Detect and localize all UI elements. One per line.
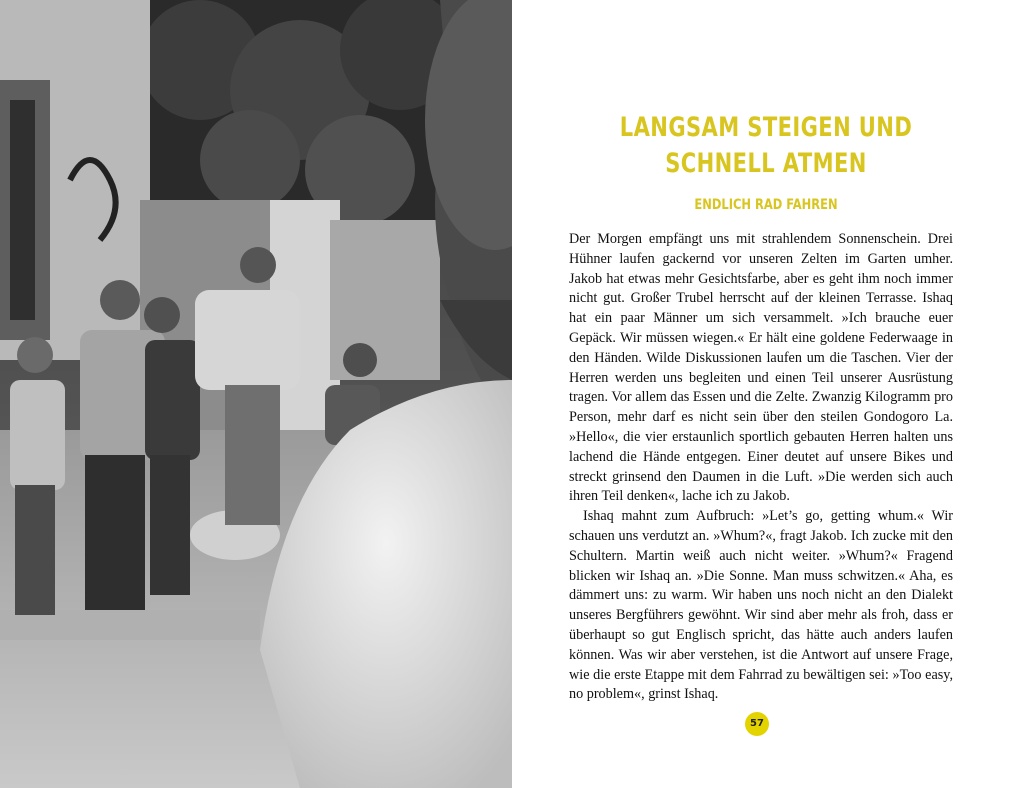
page-number-badge: 57 — [745, 712, 769, 736]
chapter-title — [568, 110, 964, 182]
paragraph: Ishaq mahnt zum Aufbruch: »Let’s go, getting whum.« Wir schauen uns verdutzt an. »Whum?«, fragt Jakob. Ich zucke mit den Schultern. Martin weiß auch nicht weiter. »Whum?« Fragend blicken wir Ishaq an. »Die Sonne. Man muss schwitzen.« Aha, es dämmert uns: zu warm. Wir haben uns noch nicht an den Dialekt unseres Bergführers gewöhnt. Wir sind aber mehr als froh, dass er überhaupt so gut Englisch spricht, das hätte auch anders laufen können. Was wir aber verstehen, ist die Antwort auf unsere Frage, wie die erste Etappe mit dem Fahrrad zu bewältigen sei: »Too easy, no problem«, grinst Ishaq. — [569, 508, 953, 703]
chapter-title-line1: LANGSAM STEIGEN UND — [619, 112, 913, 143]
text-page — [512, 0, 1020, 788]
chapter-title-line2: SCHNELL ATMEN — [665, 148, 867, 179]
chapter-subtitle: ENDLICH RAD FAHREN — [694, 197, 838, 213]
body-text — [569, 230, 953, 705]
paragraph: Der Morgen empfängt uns mit strahlendem Sonnenschein. Drei Hühner laufen gackernd vor unseren Zelten im Garten umher. Jakob hat etwas mehr Gesichtsfarbe, aber es geht ihm noch immer nicht gut. Großer Trubel herrscht auf der kleinen Terrasse. Ishaq hat ein paar Männer um sich versammelt. »Ich brauche euer Gepäck. Wir müssen wiegen.« Er hält eine goldene Federwaage in den Händen. Wilde Diskussionen laufen um die Taschen. Vier der Herren werden uns begleiten und einen Teil unserer Ausrüstung tragen. Vor allem das Essen und die Zelte. Zwanzig Kilogramm pro Person, mehr darf es nicht sein über den steilen Gondogoro La. »Hello«, die vier erstaunlich sportlich gebauten Herren halten uns lachend die Hände entgegen. Einer deutet auf unsere Bikes und streckt grinsend den Daumen in die Luft. »Die werden sich auch ihren Teil denken«, lache ich zu Jakob. — [569, 231, 953, 505]
